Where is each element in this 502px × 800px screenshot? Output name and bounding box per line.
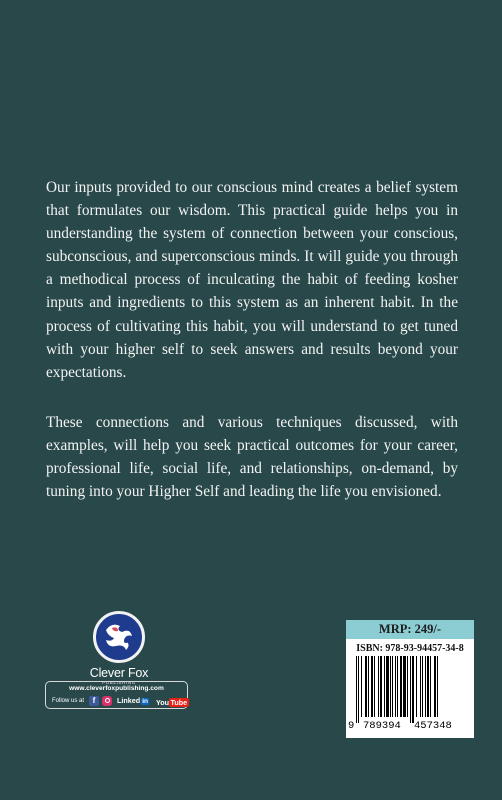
barcode-bar [397, 656, 398, 717]
linkedin-text: Linked [117, 696, 141, 705]
barcode-right-digits: 457348 [414, 720, 452, 732]
price-barcode-box [346, 620, 474, 738]
barcode-bar [395, 656, 396, 717]
barcode-bar [374, 656, 375, 717]
barcode-bar [437, 656, 438, 717]
barcode-bar [427, 656, 429, 717]
linkedin-in-badge: in [142, 698, 148, 705]
barcode-bar [392, 656, 393, 717]
youtube-you-text: You [155, 697, 170, 707]
barcode-bar [380, 656, 382, 717]
mrp-label: MRP: 249/- [346, 620, 474, 639]
barcode-bar [407, 656, 408, 717]
barcode-bar [358, 656, 359, 723]
publisher-website-link[interactable]: www.cleverfoxpublishing.com [69, 685, 164, 692]
isbn-label: ISBN: 978-93-94457-34-8 [356, 643, 464, 654]
barcode-bar [416, 656, 417, 717]
barcode-bar [410, 656, 411, 723]
barcode-lead-digit: 9 [348, 720, 355, 732]
barcode-bar [378, 656, 379, 717]
social-links-box [45, 681, 188, 709]
barcode-bar [422, 656, 423, 717]
barcode-bar [390, 656, 391, 717]
barcode-bar [430, 656, 431, 717]
barcode-bar [384, 656, 385, 717]
barcode-bar [356, 656, 357, 723]
back-cover-paragraph-1: Our inputs provided to our conscious mind creates a belief system that formulates our wisdom. This practical guide helps you in understanding the system of connection between your conscious, subconscious, and superconscious minds. It will guide you through a methodical process of inculcating the habit of feeding kosher inputs and ingredients to this system as an inherent habit. In the process of cultivating this habit, you will understand to get tuned with your higher self to seek answers and results beyond your expectations. [46, 179, 458, 381]
barcode-bar [386, 656, 389, 717]
isbn-barcode [356, 656, 464, 719]
linkedin-logo[interactable] [117, 696, 149, 705]
barcode-bar [368, 656, 369, 717]
barcode-bar [400, 656, 402, 717]
barcode-bar [361, 656, 362, 717]
barcode-bar [371, 656, 373, 717]
facebook-icon[interactable]: f [89, 696, 99, 706]
social-row [52, 695, 189, 706]
barcode-left-digits: 789394 [363, 720, 401, 732]
youtube-logo[interactable] [156, 692, 189, 710]
barcode-bar [403, 656, 406, 717]
publisher-logo [82, 611, 156, 686]
back-cover-paragraph-2: These connections and various techniques discussed, with examples, will help you seek practical outcomes for your career, professional life, social life, and relationships, on-demand, by tuning into your Higher Self and leading the life you envisioned. [46, 414, 458, 501]
barcode-bar [420, 656, 421, 717]
barcode-bar [434, 656, 436, 717]
barcode-bar [365, 656, 367, 717]
barcode-bar [425, 656, 426, 717]
youtube-tube-badge: Tube [170, 697, 188, 707]
publisher-subtitle: PUBLISHING [102, 680, 136, 685]
publisher-name: Clever Fox [89, 666, 149, 680]
barcode-bar [412, 656, 414, 723]
follow-label: Follow us at [52, 697, 85, 704]
fox-emblem-icon [93, 611, 145, 663]
instagram-icon[interactable] [102, 696, 112, 706]
